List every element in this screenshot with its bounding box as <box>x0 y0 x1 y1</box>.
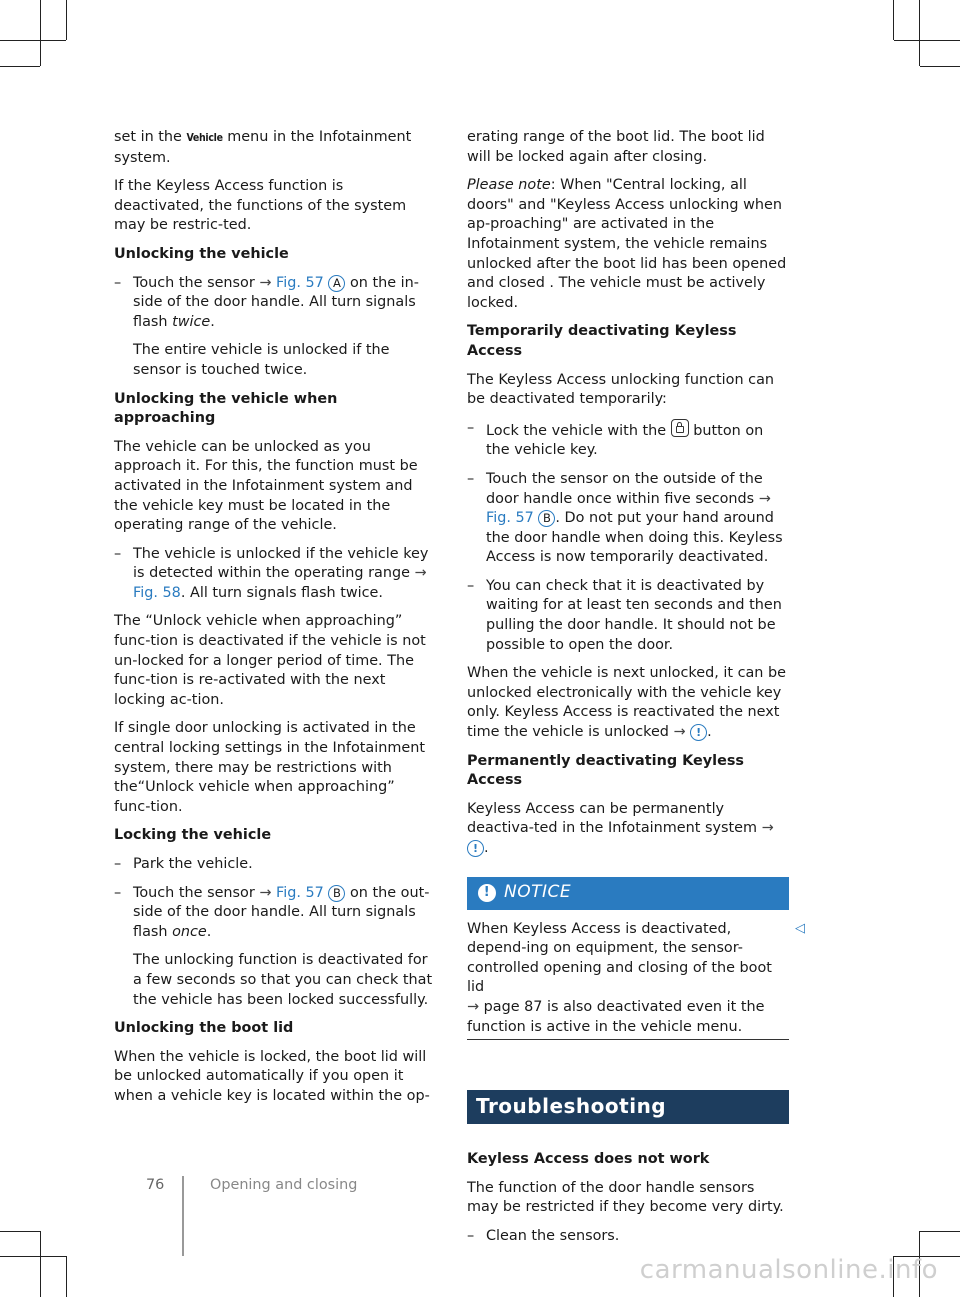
text: Touch the sensor on the outside of the door handle once within five seconds <box>486 470 763 507</box>
text: . Do not put your hand around the door handle when doing this. Keyless Access is now temporarily deactivated. <box>486 510 783 566</box>
notice-header <box>467 877 789 910</box>
single-door-paragraph: If single door unlocking is activated in the central locking settings in the Infotainment system, there may be restrictions with the“Unlock vehicle when approaching” func-tion. <box>114 720 426 815</box>
notice-title: NOTICE <box>504 882 572 903</box>
approach-deactivated-paragraph: The “Unlock vehicle when approaching” func-tion is deactivated if the vehicle is not un-locked for a longer period of time. The func-tion is re-activated with the next locking ac-tion. <box>114 613 426 708</box>
continuation-paragraph: erating range of the boot lid. The boot lid will be locked again after closing. <box>467 129 765 165</box>
text: Keyless Access can be permanently deactiva-ted in the Infotainment system <box>467 800 762 837</box>
footer-divider <box>182 1176 184 1256</box>
page-number: 76 <box>146 1177 165 1193</box>
heading-permanently: Permanently deactivating Keyless Access <box>467 752 744 789</box>
left-column <box>114 128 434 1116</box>
list-item <box>467 577 789 655</box>
dash-bullet: – <box>467 470 475 487</box>
text: Clean the sensors. <box>486 1227 620 1244</box>
fig-link[interactable]: Fig. 57 <box>275 884 324 901</box>
heading-keyless-not-work: Keyless Access does not work <box>467 1151 710 1168</box>
text: Touch the sensor <box>133 274 260 291</box>
arrow-icon: → <box>467 998 480 1015</box>
notice-ref-icon[interactable]: ! <box>467 840 484 857</box>
notice-body <box>467 920 789 1041</box>
right-column <box>467 128 789 1256</box>
text: page 87 is also deactivated even it the function is active in the vehicle menu. <box>467 998 765 1035</box>
watermark: carmanualsonline.info <box>639 1255 938 1285</box>
crop-mark <box>920 1231 960 1232</box>
crop-mark <box>40 1231 41 1297</box>
notice-icon: ! <box>478 884 496 902</box>
crop-mark <box>920 66 960 67</box>
dash-bullet: – <box>114 856 122 872</box>
perm-paragraph: Keyless Access can be permanently deactiva-ted in the Infotainment system → ! . <box>467 800 774 856</box>
ka-paragraph: The function of the door handle sensors may be restricted if they become very dirty. <box>467 1179 784 1216</box>
text: Lock the vehicle with the <box>486 422 671 439</box>
heading-temporarily: Temporarily deactivating Keyless Access <box>467 323 737 359</box>
text: : When "Central locking, all doors" and "Keyless Access unlocking when ap-proaching" are activated in the Infotainment system, the vehicle remains unlocked after the boot lid has been opened and closed . The vehicle must be actively locked. <box>467 177 787 311</box>
notice-ref-icon[interactable]: ! <box>690 724 707 741</box>
intro-paragraph <box>114 128 434 168</box>
crop-mark <box>40 0 41 66</box>
text: . <box>206 923 212 940</box>
crop-mark <box>0 66 40 67</box>
dash-bullet: – <box>467 577 475 594</box>
heading-unlocking-approach: Unlocking the vehicle when approaching <box>114 390 338 427</box>
crop-mark <box>919 0 920 66</box>
temp-paragraph: The Keyless Access unlocking function can be deactivated temporarily: <box>467 371 775 408</box>
deactivated-paragraph: If the Keyless Access function is deactivated, the functions of the system may be restric-ted. <box>114 178 407 234</box>
text: When Keyless Access is deactivated, depend-ing on equipment, the sensor-controlled opening and closing of the boot lid <box>467 920 772 996</box>
heading-boot-lid: Unlocking the boot lid <box>114 1020 294 1037</box>
arrow-icon: → <box>761 820 774 837</box>
note-paragraph <box>467 176 789 313</box>
text: . All turn signals flash twice. <box>180 584 383 601</box>
crop-mark <box>893 0 894 40</box>
fig-link[interactable]: Fig. 57 <box>486 510 534 527</box>
text: on the in-side of the door handle. All turn signals flash <box>133 274 419 330</box>
dash-bullet: – <box>114 274 122 291</box>
callout-letter: B <box>538 510 555 527</box>
fig-link[interactable]: Fig. 58 <box>133 584 181 601</box>
sub-paragraph: The unlocking function is deactivated for a few seconds so that you can check that the vehicle has been locked successfully. <box>133 952 433 1008</box>
heading-unlocking: Unlocking the vehicle <box>114 245 289 262</box>
text: Touch the sensor <box>133 884 260 901</box>
crop-mark <box>66 1256 67 1297</box>
section-title: Opening and closing <box>210 1177 358 1193</box>
crop-mark <box>66 0 67 40</box>
dash-bullet: – <box>114 884 122 901</box>
arrow-icon: → <box>259 884 272 901</box>
vehicle-menu-label: Vehicle <box>186 132 223 144</box>
arrow-icon: → <box>758 490 771 507</box>
dash-bullet: – <box>467 1227 475 1244</box>
boot-paragraph: When the vehicle is locked, the boot lid will be unlocked automatically if you open it when a vehicle key is located within the op- <box>114 1048 430 1104</box>
lock-button-icon <box>671 419 689 437</box>
text: . <box>210 313 215 330</box>
text: button on the vehicle key. <box>486 422 764 459</box>
arrow-icon: → <box>414 565 427 582</box>
list-item <box>114 545 434 604</box>
text: Park the vehicle. <box>133 856 253 872</box>
crop-mark <box>0 1256 66 1257</box>
list-item <box>467 470 789 568</box>
text: on the out-side of the door handle. All turn signals flash <box>133 884 430 940</box>
sub-paragraph: The entire vehicle is unlocked if the sensor is touched twice. <box>133 342 390 378</box>
approach-paragraph: The vehicle can be unlocked as you approach it. For this, the function must be activated in the Infotainment system and the vehicle key must be located in the operating range of the vehicle. <box>114 438 418 534</box>
text: set in the <box>114 129 187 145</box>
crop-mark <box>894 40 960 41</box>
end-of-section-icon: ◁ <box>795 921 805 936</box>
text: The vehicle is unlocked if the vehicle key is detected within the operating range <box>133 545 429 582</box>
callout-letter: B <box>328 885 345 902</box>
emphasis: twice <box>172 313 211 330</box>
dash-bullet: – <box>114 545 122 562</box>
list-item <box>114 884 434 943</box>
arrow-icon: → <box>259 274 272 291</box>
heading-locking: Locking the vehicle <box>114 827 272 844</box>
list-item <box>467 1227 789 1247</box>
emphasis: Please note <box>467 177 551 194</box>
arrow-icon: → <box>673 724 686 741</box>
text: menu in the Infotainment system. <box>114 129 412 166</box>
text: When the vehicle is next unlocked, it can be unlocked electronically with the vehicle key only. Keyless Access is reactivated the next time the vehicle is unlocked <box>467 665 786 741</box>
dash-bullet: – <box>467 419 475 436</box>
text: You can check that it is deactivated by waiting for at least ten seconds and then pulling the door handle. It should not be possible to open the door. <box>486 577 782 653</box>
list-item <box>467 419 789 461</box>
emphasis: once <box>172 923 207 940</box>
list-item <box>114 855 434 875</box>
crop-mark <box>0 1231 40 1232</box>
section-banner-troubleshooting: Troubleshooting <box>467 1090 789 1124</box>
list-item <box>114 274 434 333</box>
callout-letter: A <box>328 275 345 292</box>
fig-link[interactable]: Fig. 57 <box>275 274 324 291</box>
reactivation-paragraph: When the vehicle is next unlocked, it can be unlocked electronically with the vehicle key only. Keyless Access is reactivated the next time the vehicle is unlocked → ! . <box>467 665 786 741</box>
crop-mark <box>0 40 66 41</box>
